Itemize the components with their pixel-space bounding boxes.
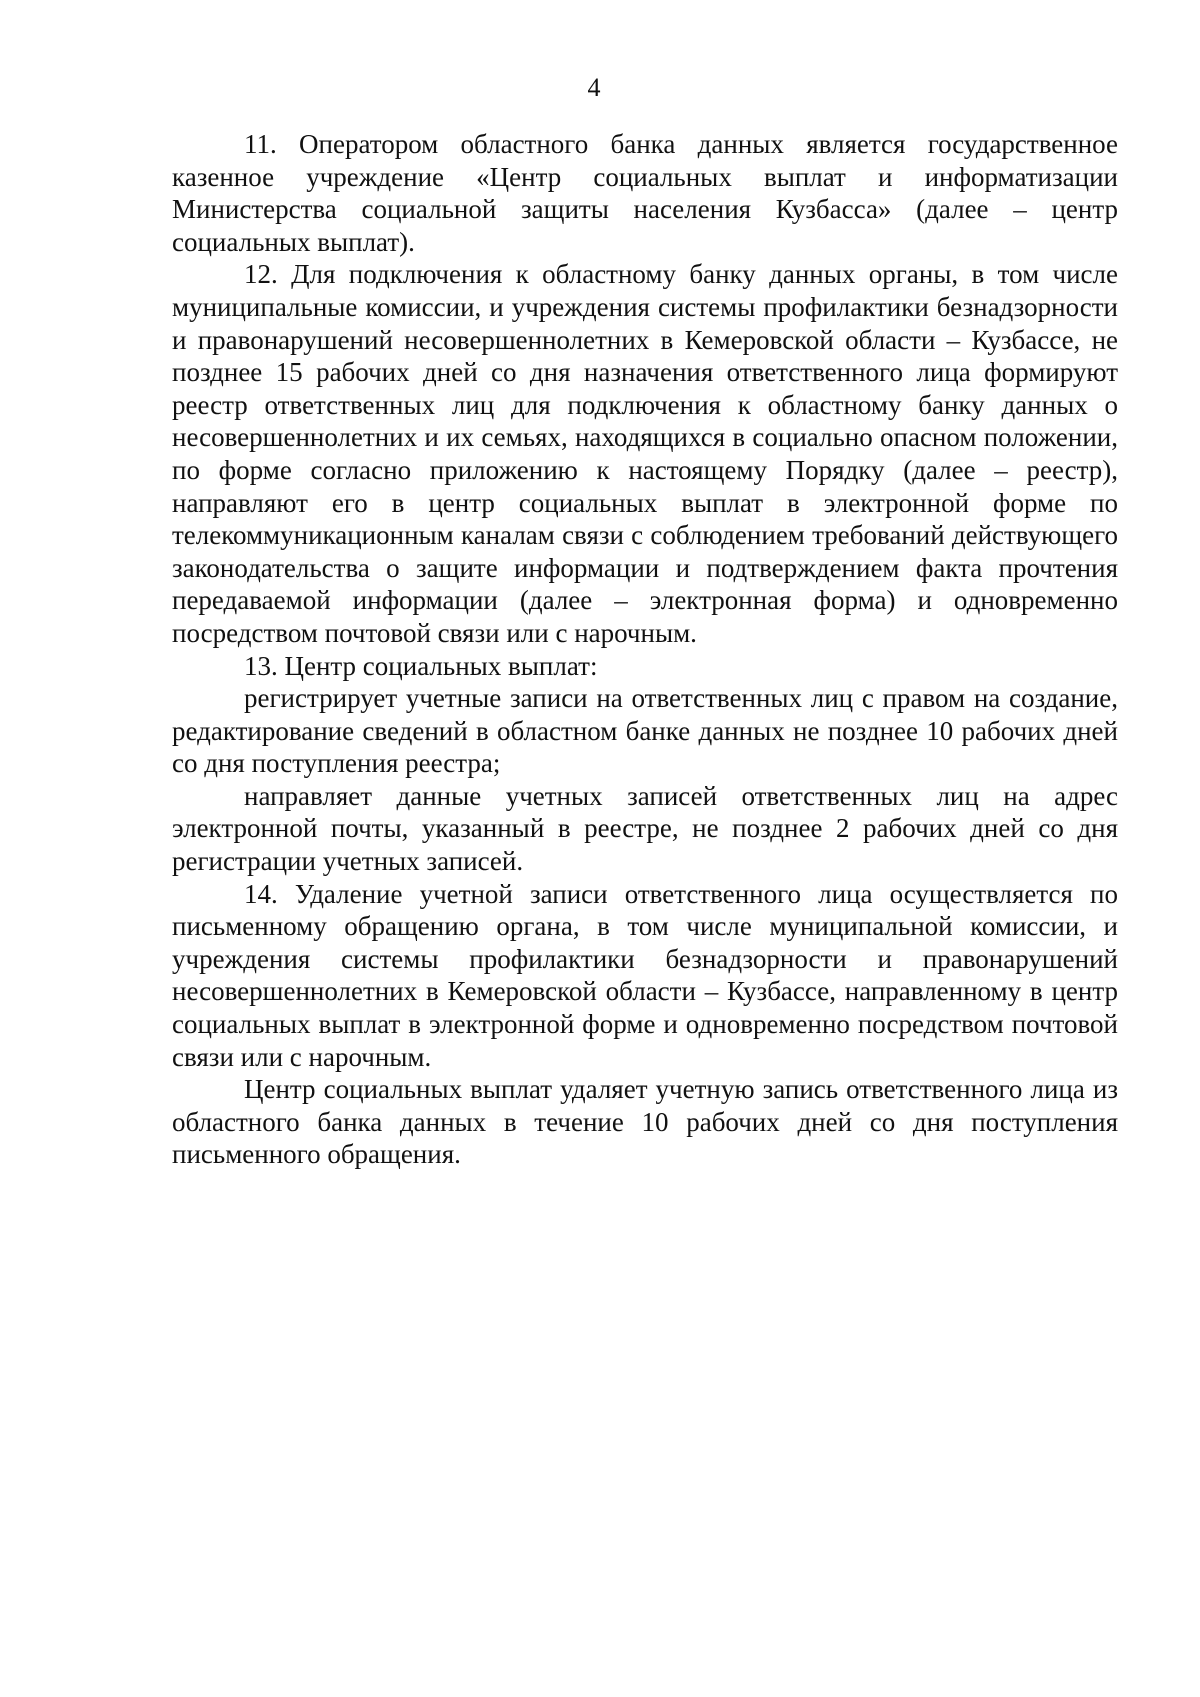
paragraph-14: 14. Удаление учетной записи ответственного лица осуществляется по письменному обращению органа, в том числе муниципальной комиссии, и учреждения системы профилактики безнадзорности и правонарушений несовершеннолетних в Кемеровской области – Кузбассе, направленному в центр социальных выплат в электронной форме и одновременно посредством почтовой связи или с нарочным. — [172, 878, 1118, 1072]
paragraph-13: 13. Центр социальных выплат: — [244, 650, 598, 681]
page-number: 4 — [587, 73, 601, 102]
paragraph-13-item-send: направляет данные учетных записей ответственных лиц на адрес электронной почты, указанный в реестре, не позднее 2 рабочих дней со дня регистрации учетных записей. — [172, 780, 1118, 877]
paragraph-14-continuation: Центр социальных выплат удаляет учетную запись ответственного лица из областного банка данных в течение 10 рабочих дней со дня поступления письменного обращения. — [172, 1074, 1118, 1170]
paragraph-12: 12. Для подключения к областному банку данных органы, в том числе муниципальные комиссии, и учреждения системы профилактики безнадзорности и правонарушений несовершеннолетних в Кемеровской области – Кузбассе, не позднее 15 рабочих дней со дня назначения ответственного лица формируют реестр ответственных лиц для подключения к областному банку данных о несовершеннолетних и их семьях, находящихся в социально опасном положении, по форме согласно приложению к настоящему Порядку (далее – реестр), направляют его в центр социальных выплат в электронной форме по телекоммуникационным каналам связи с соблюдением требований действующего законодательства о защите информации и подтверждением факта прочтения передаваемой информации (далее – электронная форма) и одновременно посредством почтовой связи или с нарочным. — [172, 259, 1118, 648]
document-body — [172, 128, 1118, 1171]
paragraph-11: 11. Оператором областного банка данных является государственное казенное учреждение «Центр социальных выплат и информатизации Министерства социальной защиты населения Кузбасса» (далее – центр социальных выплат). — [172, 129, 1118, 257]
paragraph-13-item-register: регистрирует учетные записи на ответственных лиц с правом на создание, редактирование сведений в областном банке данных не позднее 10 рабочих дней со дня поступления реестра; — [172, 683, 1118, 779]
